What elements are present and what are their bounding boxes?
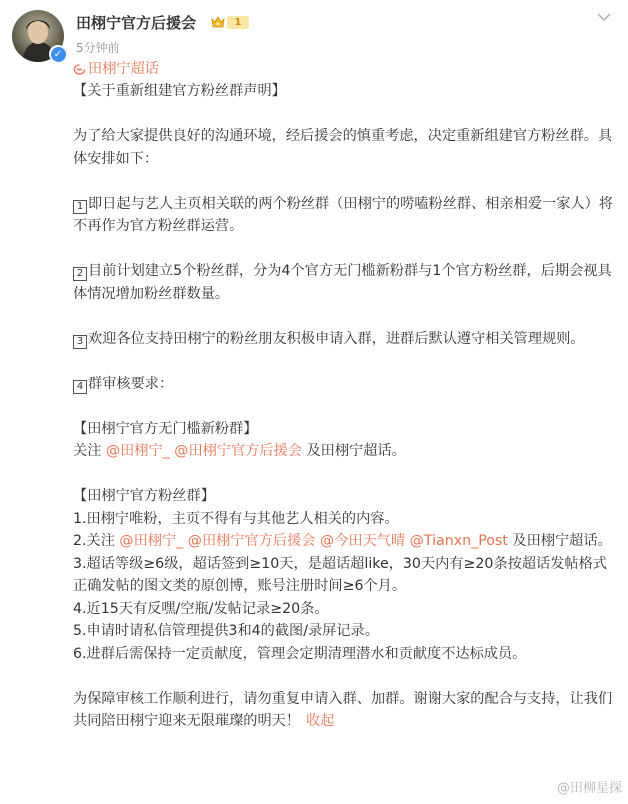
verified-icon: ✓ [49, 45, 67, 63]
rule-item [73, 530, 618, 553]
avatar[interactable] [12, 10, 64, 62]
mention-link[interactable]: @田栩宁_ [105, 443, 170, 459]
closing-body: 为保障审核工作顺利进行，请勿重复申请入群、加群。谢谢大家的配合与支持，让我们共同陪田栩宁迎来无限璀璨的明天！ [73, 690, 613, 729]
mention-link[interactable]: @田栩宁_ [119, 533, 184, 549]
collapse-link[interactable]: 收起 [306, 713, 335, 729]
item-text: 群审核要求： [88, 375, 174, 392]
rule-item: 6.进群后需保持一定贡献度，管理会定期清理潜水和贡献度不达标成员。 [73, 645, 527, 662]
rule-item: 5.申请时请私信管理提供3和4的截图/录屏记录。 [73, 623, 379, 639]
group1-requirement [73, 440, 618, 463]
watermark: @田柳星探 [556, 781, 622, 796]
rule2-suffix: 及田栩宁超话。 [507, 533, 612, 549]
list-item [73, 373, 618, 396]
vip-level: 1 [227, 16, 249, 29]
supertopic-icon [73, 63, 86, 76]
item-number: 4 [73, 380, 87, 394]
closing-text [73, 688, 618, 733]
post-intro: 为了给大家提供良好的沟通环境，经后援会的慎重考虑，决定重新组建官方粉丝群。具体安排如下： [73, 128, 613, 167]
group1-title: 【田栩宁官方无门槛新粉群】 [73, 420, 258, 437]
group1-suffix: 及田栩宁超话。 [301, 443, 406, 459]
item-number: 3 [73, 335, 87, 349]
group2-title: 【田栩宁官方粉丝群】 [73, 488, 215, 504]
list-item [73, 193, 618, 238]
post-body [73, 58, 618, 733]
mention-link[interactable]: @Tianxn_Post [409, 533, 508, 549]
mention-link[interactable]: @今田天气晴 [320, 533, 406, 549]
item-number: 2 [73, 267, 87, 281]
post-header [12, 10, 616, 60]
item-text: 目前计划建立5个粉丝群，分为4个官方无门槛新粉群与1个官方粉丝群，后期会视具体情况增加粉丝群数量。 [73, 263, 612, 302]
item-number: 1 [73, 200, 87, 214]
rule-item: 4.近15天有反嘿/空瓶/发帖记录≥20条。 [73, 600, 329, 617]
mention-link[interactable]: @田栩宁官方后援会 [174, 443, 302, 459]
chevron-down-icon[interactable] [594, 10, 614, 24]
item-text: 即日起与艺人主页相关联的两个粉丝群（田栩宁的唠嗑粉丝群、相亲相爱一家人）将不再作为官方粉丝群运营。 [73, 195, 613, 234]
rule-item: 3.超话等级≥6级，超话签到≥10天，是超话超like，30天内有≥20条按超话发帖格式正确发帖的图文类的原创博，账号注册时间≥6个月。 [73, 555, 607, 594]
post-time[interactable]: 5分钟前 [76, 41, 120, 55]
topic-label: 田栩宁超话 [88, 60, 159, 77]
mention-link[interactable]: @田栩宁官方后援会 [187, 533, 316, 549]
rule2-prefix: 2.关注 [73, 533, 120, 549]
list-item [73, 260, 618, 305]
rule-item: 1.田栩宁唯粉，主页不得有与其他艺人相关的内容。 [73, 510, 399, 527]
post-title: 【关于重新组建官方粉丝群声明】 [73, 83, 286, 99]
group1-prefix: 关注 [73, 443, 106, 459]
vip-badge[interactable] [210, 14, 249, 30]
crown-icon [210, 14, 226, 30]
list-item [73, 328, 618, 351]
item-text: 欢迎各位支持田栩宁的粉丝朋友积极申请入群，进群后默认遵守相关管理规则。 [88, 330, 585, 347]
topic-link[interactable] [73, 58, 618, 80]
author-name[interactable]: 田栩宁官方后援会 [76, 14, 197, 32]
